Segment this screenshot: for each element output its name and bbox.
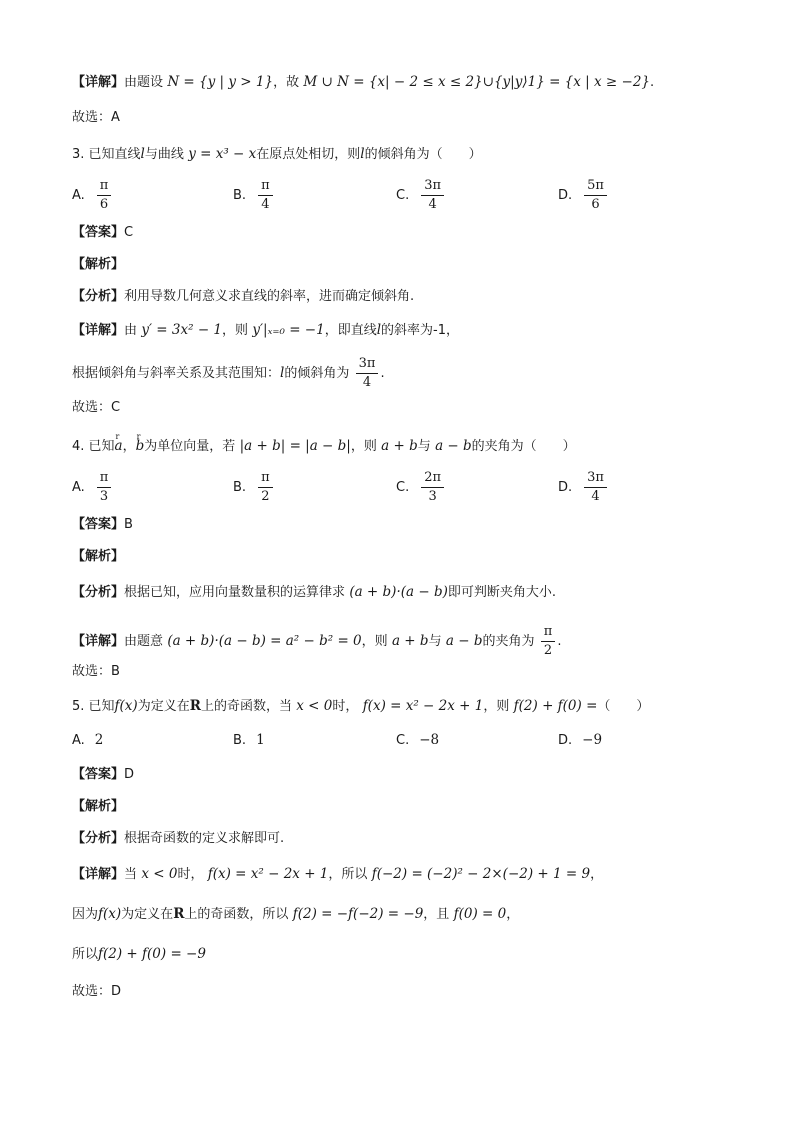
- option-value: −8: [419, 732, 440, 748]
- text: 的斜率为-1，: [381, 323, 460, 338]
- text: 利用导数几何意义求直线的斜率，进而确定倾斜角.: [124, 289, 415, 304]
- option-label: D.: [558, 480, 573, 495]
- denominator: 6: [591, 197, 600, 212]
- option-b: [233, 470, 275, 505]
- detail-q5: [72, 864, 603, 885]
- option-a: [72, 732, 103, 748]
- text: 时，: [332, 699, 359, 714]
- text: 的倾斜角为: [284, 366, 350, 381]
- text: 的倾斜角为（ ）: [364, 147, 482, 162]
- math-reals: R: [189, 698, 201, 714]
- answer-value: B: [124, 517, 133, 532]
- text: 为单位向量，若: [144, 439, 236, 454]
- numerator: 5π: [584, 178, 607, 196]
- text: 根据已知，应用向量数量积的运算律求: [124, 585, 346, 600]
- option-c: [396, 178, 446, 213]
- analysis-heading-q5: [72, 796, 124, 817]
- math-f0: f(0) = 0: [453, 906, 507, 922]
- text: 上的奇函数，当: [200, 699, 292, 714]
- answer-choice-q3: 故选：C: [72, 400, 121, 415]
- fraction: [97, 470, 112, 505]
- math-sum: a + b: [391, 633, 429, 649]
- text: 为定义在: [137, 699, 190, 714]
- text: 由: [124, 323, 138, 338]
- text: ，则: [483, 699, 510, 714]
- numerator: 3π: [584, 470, 607, 488]
- detail-q3: [72, 320, 459, 341]
- text: 因为: [72, 907, 99, 922]
- math-target: f(2) + f(0) =: [513, 698, 598, 714]
- option-label: B.: [233, 188, 247, 203]
- question-4: [72, 436, 576, 457]
- math-reals: R: [173, 906, 185, 922]
- math-function-def: f(x) = x² − 2x + 1: [362, 698, 484, 714]
- question-5: [72, 696, 649, 717]
- fraction: [356, 356, 379, 391]
- vector-b: r b: [136, 436, 145, 456]
- text: 时，: [177, 867, 204, 882]
- analysis-tag: 【解析】: [72, 799, 125, 814]
- numerator: π: [541, 624, 556, 642]
- denominator: 4: [591, 489, 600, 504]
- reasoning-q3: [72, 356, 385, 391]
- option-label: C.: [396, 188, 410, 203]
- answer-tag: 【答案】: [72, 225, 125, 240]
- denominator: 4: [362, 375, 372, 390]
- text: 4. 已知: [72, 439, 115, 454]
- text: .: [650, 75, 655, 90]
- answer-tag: 【答案】: [72, 517, 125, 532]
- answer-value: C: [124, 225, 134, 240]
- text: ，则: [361, 634, 388, 649]
- denominator: 4: [261, 197, 270, 212]
- answer-value: D: [124, 767, 135, 782]
- option-d: [558, 732, 602, 748]
- option-d: [558, 470, 609, 505]
- analysis-tag: 【解析】: [72, 549, 125, 564]
- text: .: [557, 634, 562, 649]
- option-value: 1: [256, 732, 265, 748]
- question-3: [72, 144, 482, 165]
- detail-tag: 【详解】: [72, 75, 125, 90]
- answer-q3: [72, 222, 133, 243]
- option-c: [396, 470, 446, 505]
- math-derivative-value: y′|ₓ₌₀ = −1: [252, 322, 325, 338]
- text: 3. 已知直线: [72, 147, 141, 162]
- math-condition: x < 0: [296, 698, 333, 714]
- math-fx: f(x): [114, 698, 138, 714]
- vector-a: r a: [115, 436, 123, 456]
- answer-choice-q5: 故选：D: [72, 984, 122, 999]
- text: ，: [506, 907, 520, 922]
- option-label: D.: [558, 188, 573, 203]
- numerator: 3π: [421, 178, 444, 196]
- text: 所以: [72, 947, 99, 962]
- detail-q4: [72, 624, 561, 659]
- math-sum: a + b: [381, 438, 418, 454]
- text: .: [380, 366, 385, 381]
- analysis-heading-q4: [72, 546, 124, 567]
- option-b: [233, 732, 265, 748]
- option-label: A.: [72, 732, 85, 748]
- text: 与: [428, 634, 442, 649]
- text: 由题设: [124, 75, 164, 90]
- math-function-def: f(x) = x² − 2x + 1: [207, 866, 329, 882]
- math-evaluation: f(−2) = (−2)² − 2×(−2) + 1 = 9: [371, 866, 591, 882]
- fraction: [421, 178, 444, 213]
- reasoning-q5: [72, 904, 519, 925]
- text: ，且: [423, 907, 450, 922]
- text: 当: [124, 867, 138, 882]
- option-label: A.: [72, 188, 85, 203]
- denominator: 2: [261, 489, 270, 504]
- text: 的夹角为: [482, 634, 535, 649]
- math-diff: a − b: [435, 438, 472, 454]
- answer-tag: 【答案】: [72, 767, 125, 782]
- text: 在原点处相切，则: [256, 147, 361, 162]
- option-value: −9: [582, 732, 603, 748]
- denominator: 6: [99, 197, 109, 212]
- option-label: C.: [396, 732, 410, 748]
- numerator: π: [97, 470, 112, 488]
- fraction: [258, 470, 273, 505]
- numerator: π: [258, 470, 273, 488]
- option-label: B.: [233, 480, 247, 495]
- detail-line-q2: [72, 72, 654, 93]
- option-label: A.: [72, 480, 85, 495]
- text: 即可判断夹角大小.: [447, 585, 556, 600]
- fenxi-tag: 【分析】: [72, 289, 125, 304]
- fenxi-tag: 【分析】: [72, 831, 125, 846]
- option-label: B.: [233, 732, 247, 748]
- fraction: [584, 470, 607, 505]
- text: 5. 已知: [72, 699, 115, 714]
- text: 根据奇函数的定义求解即可.: [124, 831, 285, 846]
- math-dot-product: (a + b)·(a − b): [349, 584, 448, 600]
- fraction: [258, 178, 273, 213]
- text: （ ）: [597, 699, 650, 714]
- conclusion-q5: [72, 944, 206, 965]
- math-var: l: [360, 146, 365, 162]
- option-c: [396, 732, 439, 748]
- analysis-q3: [72, 286, 414, 307]
- math-union: M ∪ N = {x| − 2 ≤ x ≤ 2}∪{y|y⟩1} = {x | x ≥ −2}: [303, 74, 651, 90]
- option-a: [72, 178, 113, 213]
- text: 与: [417, 439, 431, 454]
- text: ，: [122, 439, 136, 454]
- math-odd-property: f(2) = −f(−2) = −9: [292, 906, 424, 922]
- math-diff: a − b: [445, 633, 483, 649]
- option-label: D.: [558, 732, 573, 748]
- text: ，所以: [328, 867, 368, 882]
- text: ，则: [350, 439, 377, 454]
- math-fx: f(x): [98, 906, 122, 922]
- text: 的夹角为（ ）: [471, 439, 576, 454]
- numerator: 2π: [421, 470, 444, 488]
- answer-q5: [72, 764, 134, 785]
- fraction: [541, 624, 556, 659]
- text: ，则: [222, 323, 249, 338]
- math-var: l: [376, 322, 382, 338]
- math-set-n: N = {y | y > 1}: [167, 74, 274, 90]
- math-derivative: y′ = 3x² − 1: [141, 322, 223, 338]
- option-d: [558, 178, 609, 213]
- math-var: l: [280, 365, 285, 381]
- text: 根据倾斜角与斜率关系及其范围知：: [72, 366, 281, 381]
- math-result: f(2) + f(0) = −9: [98, 946, 206, 962]
- fraction: [97, 178, 112, 213]
- detail-tag: 【详解】: [72, 867, 125, 882]
- fraction: [584, 178, 607, 213]
- math-curve: y = x³ − x: [188, 146, 257, 162]
- option-b: [233, 178, 275, 213]
- numerator: 3π: [356, 356, 379, 374]
- answer-choice-q2: 故选：A: [72, 110, 120, 125]
- answer-q4: [72, 514, 133, 535]
- option-a: [72, 470, 113, 505]
- fraction: [421, 470, 444, 505]
- analysis-tag: 【解析】: [72, 257, 125, 272]
- numerator: π: [97, 178, 112, 196]
- text: ，即直线: [324, 323, 377, 338]
- analysis-q5: [72, 828, 284, 849]
- denominator: 4: [428, 197, 437, 212]
- option-value: 2: [94, 732, 104, 748]
- analysis-q4: [72, 582, 556, 603]
- detail-tag: 【详解】: [72, 634, 125, 649]
- math-var: l: [140, 146, 145, 162]
- text: 与曲线: [144, 147, 184, 162]
- math-condition: x < 0: [141, 866, 178, 882]
- text: 上的奇函数，所以: [184, 907, 289, 922]
- denominator: 2: [543, 643, 553, 658]
- denominator: 3: [99, 489, 109, 504]
- denominator: 3: [428, 489, 437, 504]
- option-label: C.: [396, 480, 410, 495]
- fenxi-tag: 【分析】: [72, 585, 125, 600]
- answer-choice-q4: 故选：B: [72, 664, 120, 679]
- text: 由题意: [124, 634, 164, 649]
- text: 为定义在: [121, 907, 174, 922]
- text: ，: [590, 867, 604, 882]
- text: ，故: [273, 75, 300, 90]
- math-dot-product: (a + b)·(a − b) = a² − b² = 0: [167, 633, 362, 649]
- detail-tag: 【详解】: [72, 323, 125, 338]
- analysis-heading-q3: [72, 254, 124, 275]
- numerator: π: [258, 178, 273, 196]
- math-condition: |a + b| = |a − b|: [239, 438, 351, 454]
